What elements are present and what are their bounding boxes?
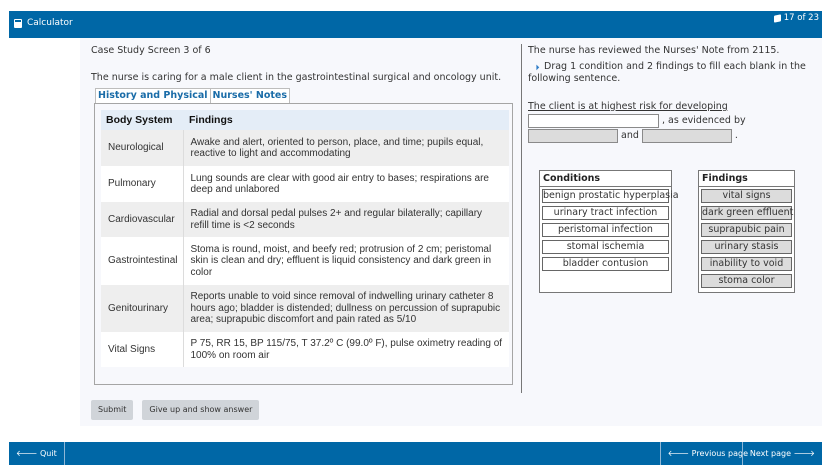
conditions-bank bbox=[539, 170, 679, 293]
table-row bbox=[101, 285, 509, 332]
condition-option[interactable]: peristomal infection bbox=[542, 223, 669, 237]
calculator-icon bbox=[14, 19, 22, 28]
findings-cell: Stoma is round, moist, and beefy red; protrusion of 2 cm; peristomal skin is clean and dry; effluent is liquid consistency and dark green in color bbox=[184, 237, 509, 285]
case-intro: The nurse is caring for a male client in the gastrointestinal surgical and oncology unit. bbox=[91, 72, 502, 83]
table-row bbox=[101, 166, 509, 202]
finding-option[interactable]: inability to void bbox=[701, 257, 792, 271]
table-row bbox=[101, 202, 509, 237]
body-system-cell: Vital Signs bbox=[101, 332, 184, 367]
findings-cell: Radial and dorsal pedal pulses 2+ and regular bilaterally; capillary refill time is <2 seconds bbox=[184, 202, 509, 237]
body-system-cell: Cardiovascular bbox=[101, 202, 184, 237]
findings-cell: Awake and alert, oriented to person, place, and time; pupils equal, reactive to light and accommodating bbox=[184, 130, 509, 166]
condition-option[interactable]: bladder contusion bbox=[542, 257, 669, 271]
column-header-findings: Findings bbox=[184, 110, 509, 130]
findings-title: Findings bbox=[699, 171, 794, 187]
finding-drop-zone-2[interactable] bbox=[642, 129, 732, 143]
table-row bbox=[101, 332, 509, 367]
finding-option[interactable]: vital signs bbox=[701, 189, 792, 203]
findings-bank bbox=[698, 170, 795, 293]
findings-table bbox=[101, 110, 509, 367]
top-bar bbox=[9, 11, 822, 38]
tab-bar bbox=[95, 88, 521, 103]
instruction-text: Drag 1 condition and 2 findings to fill each blank in the following sentence. bbox=[528, 61, 806, 84]
book-icon bbox=[774, 14, 781, 22]
case-study-panel bbox=[91, 45, 521, 385]
pointer-arrow-icon bbox=[531, 62, 539, 70]
finding-option[interactable]: urinary stasis bbox=[701, 240, 792, 254]
sentence-row-condition bbox=[528, 114, 818, 128]
sentence-part-1: The client is at highest risk for developing bbox=[528, 100, 728, 112]
findings-cell: Lung sounds are clear with good air entry to bases; respirations are deep and unlabored bbox=[184, 166, 509, 202]
question-context: The nurse has reviewed the Nurses' Note from 2115. bbox=[528, 45, 780, 56]
condition-option[interactable]: benign prostatic hyperplasia bbox=[543, 190, 679, 201]
previous-page-button[interactable]: 🡐 Previous page bbox=[660, 442, 755, 465]
finding-option[interactable]: suprapubic pain bbox=[701, 223, 792, 237]
condition-option[interactable]: stomal ischemia bbox=[542, 240, 669, 254]
condition-option[interactable]: urinary tract infection bbox=[542, 206, 669, 220]
calculator-label: Calculator bbox=[27, 18, 73, 28]
question-panel bbox=[528, 45, 818, 286]
tab-history-and-physical[interactable]: History and Physical bbox=[95, 88, 211, 103]
bottom-bar bbox=[9, 442, 822, 465]
calculator-button[interactable] bbox=[14, 18, 73, 28]
table-row bbox=[101, 130, 509, 166]
sentence-part-2: , as evidenced by bbox=[662, 114, 746, 126]
tab-nurses-notes[interactable]: Nurses' Notes bbox=[211, 88, 290, 103]
finding-option[interactable]: dark green effluent bbox=[702, 207, 794, 218]
column-header-body-system: Body System bbox=[101, 110, 184, 130]
content-panel bbox=[80, 38, 822, 426]
body-system-cell: Gastrointestinal bbox=[101, 237, 184, 285]
quit-button[interactable]: 🡐 Quit bbox=[9, 442, 65, 465]
finding-drop-zone-1[interactable] bbox=[528, 129, 618, 143]
sentence-end: . bbox=[734, 129, 738, 141]
body-system-cell: Pulmonary bbox=[101, 166, 184, 202]
submit-button[interactable]: Submit bbox=[91, 400, 133, 420]
screen-label: Case Study Screen 3 of 6 bbox=[91, 45, 211, 56]
next-page-button[interactable]: Next page 🡒 bbox=[742, 442, 822, 465]
body-system-cell: Genitourinary bbox=[101, 285, 184, 332]
finding-option[interactable]: stoma color bbox=[701, 274, 792, 288]
give-up-button[interactable]: Give up and show answer bbox=[142, 400, 259, 420]
condition-drop-zone[interactable] bbox=[528, 114, 659, 128]
progress-indicator bbox=[774, 13, 819, 23]
table-row bbox=[101, 237, 509, 285]
progress-text: 17 of 23 bbox=[783, 13, 819, 23]
sentence-row-findings bbox=[528, 129, 818, 143]
conditions-title: Conditions bbox=[540, 171, 671, 187]
table-header-row bbox=[101, 110, 509, 130]
instruction bbox=[528, 61, 818, 85]
tab-panel bbox=[94, 103, 513, 385]
findings-cell: P 75, RR 15, BP 115/75, T 37.2º C (99.0º F), pulse oximetry reading of 100% on room air bbox=[184, 332, 509, 367]
sentence-connector: and bbox=[621, 129, 639, 141]
body-system-cell: Neurological bbox=[101, 130, 184, 166]
cloze-sentence bbox=[528, 101, 818, 143]
panel-divider bbox=[521, 44, 522, 393]
findings-cell: Reports unable to void since removal of indwelling urinary catheter 8 hours ago; bladder is distended; dullness on percussion of suprapubic area; suprapubic discomfort and pain rated as 5/10 bbox=[184, 285, 509, 332]
action-buttons bbox=[91, 400, 259, 420]
